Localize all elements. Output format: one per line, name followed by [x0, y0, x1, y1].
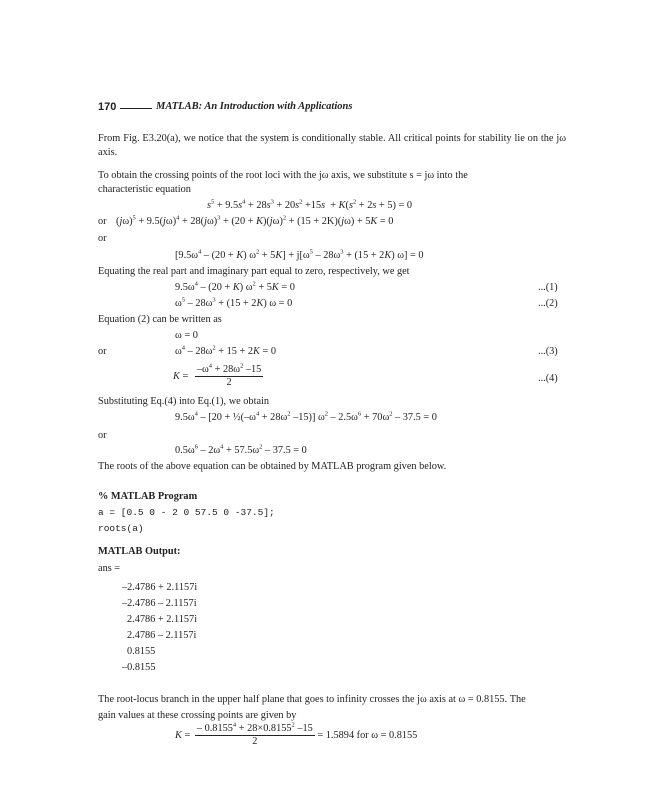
output-heading: MATLAB Output: — [98, 546, 181, 557]
omega-zero: ω = 0 — [175, 330, 198, 341]
equation-4: K = $\frac{-\omega^4 + 28\omega^2 -15}{2}$ — [173, 362, 262, 388]
root-value: –2.4786 – 2.1157i — [122, 598, 197, 609]
equation-3-label: ...(3) — [538, 346, 558, 357]
root-value: –0.8155 — [122, 662, 156, 673]
root-value: –2.4786 + 2.1157i — [122, 582, 198, 593]
root-value: 2.4786 + 2.1157i — [127, 614, 198, 625]
equation-2: $\omega^5 - 28\omega^3 + (15 + 2K) \omega = 0$ — [175, 296, 293, 309]
equating-text: Equating the real part and imaginary part equal to zero, respectively, we get — [98, 266, 410, 277]
final-paragraph-line-1: The root-locus branch in the upper half plane that goes to infinity crosses the jω axis at ω = 0.8155. The — [98, 694, 526, 705]
complex-equation: $[9.5\omega^4 - (20 + K) \omega^2 + 5K] + j[\omega^5 - 28\omega^3 + (15 + 2K) \omega] = 0$ — [175, 248, 424, 261]
or-label: or — [98, 216, 107, 227]
or-label: or — [98, 233, 107, 244]
header-rule — [120, 108, 152, 109]
equation-2-text: Equation (2) can be written as — [98, 314, 222, 325]
roots-text: The roots of the above equation can be obtained by MATLAB program given below. — [98, 461, 447, 472]
or-label: or — [98, 346, 107, 357]
code-line: a = [0.5 0 - 2 0 57.5 0 -37.5]; — [98, 507, 275, 518]
program-heading: % MATLAB Program — [98, 491, 198, 502]
polynomial-equation: $0.5\omega^6 - 2\omega^4 + 57.5\omega^2 - 37.5 = 0$ — [175, 443, 307, 456]
equation-1: $9.5\omega^4 - (20 + K) \omega^2 + 5K = 0$ — [175, 280, 295, 293]
equation-4-label: ...(4) — [538, 373, 558, 384]
equation-3: $\omega^4 - 28\omega^2 + 15 + 2K = 0$ — [175, 344, 276, 357]
ans-label: ans = — [98, 563, 121, 574]
substituted-result-equation: $9.5\omega^4 - [20$ + $\frac{1}{2}(-\omega^4 + 28\omega^2$ –15)] $\omega^2 - 2.5\omega^6 + 70\omega^2 - 37.5 = 0$ — [175, 410, 437, 423]
code-line: roots(a) — [98, 523, 144, 534]
final-paragraph-line-2: gain values at these crossing points are given by — [98, 710, 297, 721]
characteristic-equation: $s^5 + 9.5s^4 + 28s^3 + 20s^2 +15s + K(s^2 + 2s + 5) = 0$ — [207, 198, 412, 211]
final-gain-equation: K = $\frac{- 0.8155^4 + 28\times 0.8155^2 -15}{2}$ = 1.5894 for ω = 0.8155 — [175, 721, 418, 747]
paragraph-2: To obtain the crossing points of the root loci with the jω axis, we substitute s = jω into the characteristic equation — [98, 170, 468, 195]
equation-1-label: ...(1) — [538, 282, 558, 293]
root-value: 2.4786 – 2.1157i — [127, 630, 197, 641]
equation-2-label: ...(2) — [538, 298, 558, 309]
substituted-equation: $(j\omega)^5 + 9.5(j\omega)^4 + 28(j\omega)^3 + (20 + K)(j\omega)^2 + (15 + 2K)(j\omega) + 5K = 0$ — [116, 214, 394, 227]
running-title: MATLAB: An Introduction with Applications — [156, 101, 353, 112]
substituting-text: Substituting Eq.(4) into Eq.(1), we obtain — [98, 396, 270, 407]
page-number: 170 — [98, 101, 117, 113]
final-result: = 1.5894 for ω = 0.8155 — [317, 729, 418, 741]
paragraph-1: From Fig. E3.20(a), we notice that the system is conditionally stable. All critical points for stability lie on the jω axis. — [98, 133, 566, 158]
or-label: or — [98, 430, 107, 441]
root-value: 0.8155 — [127, 646, 156, 657]
